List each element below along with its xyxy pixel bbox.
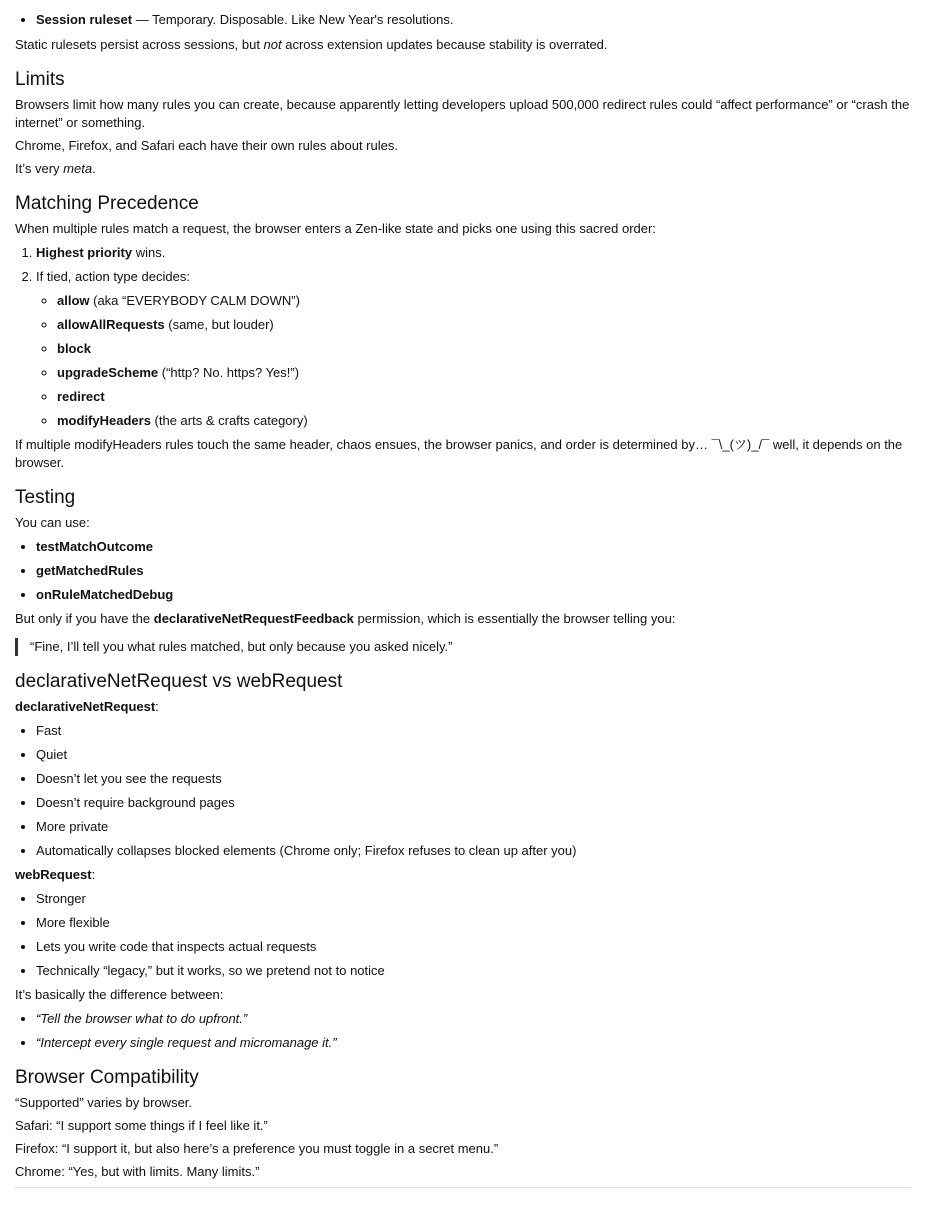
action-term: block bbox=[57, 341, 91, 356]
text-span: If tied, action type decides: bbox=[36, 269, 190, 284]
list-item bbox=[36, 586, 911, 604]
emphasis: “Intercept every single request and micromanage it.” bbox=[36, 1035, 337, 1050]
session-ruleset-desc: — Temporary. Disposable. Like New Year's resolutions. bbox=[132, 12, 454, 27]
ruleset-list bbox=[15, 11, 911, 29]
testing-quote bbox=[15, 638, 911, 656]
text-span: . bbox=[92, 161, 96, 176]
precedence-footer: If multiple modifyHeaders rules touch the same header, chaos ensues, the browser panics, and order is determined by… ¯\_(ツ)_/¯ well, it depends on the browser. bbox=[15, 437, 903, 470]
text-span: across extension updates because stability is overrated. bbox=[281, 37, 608, 52]
testing-heading: Testing bbox=[15, 487, 76, 508]
action-term: modifyHeaders bbox=[57, 413, 151, 428]
list-item: • Lets you write code that inspects actual requests bbox=[36, 938, 911, 956]
text-span: : bbox=[155, 699, 159, 714]
action-term: upgradeScheme bbox=[57, 365, 159, 380]
text-span: wins. bbox=[132, 245, 166, 260]
difference-list bbox=[15, 1010, 911, 1052]
dnr-list bbox=[15, 722, 911, 860]
list-item: • Fast bbox=[36, 722, 911, 740]
precedence-heading: Matching Precedence bbox=[15, 193, 199, 214]
wr-label-line bbox=[15, 866, 911, 884]
text-span: (same, but louder) bbox=[164, 317, 274, 332]
action-term: redirect bbox=[57, 389, 105, 404]
tool-name: testMatchOutcome bbox=[36, 539, 154, 554]
text-span: (aka “EVERYBODY CALM DOWN”) bbox=[89, 293, 300, 308]
list-item bbox=[57, 316, 911, 334]
tool-name: onRuleMatchedDebug bbox=[36, 587, 174, 602]
versus-heading: declarativeNetRequest vs webRequest bbox=[15, 671, 343, 692]
action-type-list bbox=[36, 292, 911, 430]
text-span: Static rulesets persist across sessions, but bbox=[15, 37, 264, 52]
precedence-intro: When multiple rules match a request, the browser enters a Zen-like state and picks one using this sacred order: bbox=[15, 221, 656, 236]
text-span: It’s very bbox=[15, 161, 64, 176]
list-item: • More private bbox=[36, 818, 911, 836]
list-item bbox=[36, 538, 911, 556]
list-item bbox=[57, 364, 911, 382]
list-item bbox=[36, 268, 911, 430]
compat-paragraph-1: “Supported” varies by browser. bbox=[15, 1095, 193, 1110]
dnr-label-line bbox=[15, 698, 911, 716]
action-term: allow bbox=[57, 293, 90, 308]
article-body bbox=[0, 11, 926, 1188]
list-item: • Doesn’t let you see the requests bbox=[36, 770, 911, 788]
list-item bbox=[57, 292, 911, 310]
list-item bbox=[36, 1010, 911, 1028]
text-span: : bbox=[91, 867, 96, 882]
list-item bbox=[57, 412, 911, 430]
list-item: • More flexible bbox=[36, 914, 911, 932]
emphasis: not bbox=[263, 37, 282, 52]
text-span: (“http? No. https? Yes!”) bbox=[158, 365, 300, 380]
dnr-label: declarativeNetRequest bbox=[15, 699, 156, 714]
session-ruleset-term: Session ruleset bbox=[36, 12, 133, 27]
compat-paragraph-2: Safari: “I support some things if I feel like it.” bbox=[15, 1118, 268, 1133]
list-item bbox=[36, 244, 911, 262]
section-divider bbox=[15, 1187, 911, 1188]
testing-permission-paragraph bbox=[15, 610, 911, 628]
text-span: But only if you have the bbox=[15, 611, 154, 626]
list-item bbox=[57, 388, 911, 406]
testing-intro: You can use: bbox=[15, 515, 90, 530]
emphasis: “Tell the browser what to do upfront.” bbox=[36, 1011, 248, 1026]
list-item: • Quiet bbox=[36, 746, 911, 764]
list-item bbox=[36, 11, 911, 29]
limits-paragraph-3 bbox=[15, 160, 911, 178]
limits-paragraph-1: Browsers limit how many rules you can create, because apparently letting developers upload 500,000 redirect rules could “affect performance” or “crash the internet” or something. bbox=[15, 97, 910, 130]
list-item: • Automatically collapses blocked elements (Chrome only; Firefox refuses to clean up after you) bbox=[36, 842, 911, 860]
tool-name: getMatchedRules bbox=[36, 563, 144, 578]
emphasis: meta bbox=[63, 161, 93, 176]
highest-priority-term: Highest priority bbox=[36, 245, 133, 260]
limits-heading: Limits bbox=[15, 69, 65, 90]
compat-heading: Browser Compatibility bbox=[15, 1067, 199, 1088]
list-item bbox=[36, 562, 911, 580]
testing-tools-list bbox=[15, 538, 911, 604]
wr-list bbox=[15, 890, 911, 980]
action-term: allowAllRequests bbox=[57, 317, 165, 332]
text-span: (the arts & crafts category) bbox=[150, 413, 308, 428]
text-span: permission, which is essentially the browser telling you: bbox=[353, 611, 676, 626]
static-ruleset-paragraph bbox=[15, 36, 911, 54]
list-item bbox=[36, 1034, 911, 1052]
list-item: • Doesn’t require background pages bbox=[36, 794, 911, 812]
precedence-order-list bbox=[15, 244, 911, 430]
permission-term: declarativeNetRequestFeedback bbox=[153, 611, 354, 626]
compat-paragraph-3: Firefox: “I support it, but also here’s a preference you must toggle in a secret menu.” bbox=[15, 1141, 499, 1156]
compat-paragraph-4: Chrome: “Yes, but with limits. Many limits.” bbox=[15, 1164, 260, 1179]
wr-label: webRequest bbox=[15, 867, 92, 882]
list-item: • Technically “legacy,” but it works, so we pretend not to notice bbox=[36, 962, 911, 980]
limits-paragraph-2: Chrome, Firefox, and Safari each have their own rules about rules. bbox=[15, 138, 398, 153]
list-item: • Stronger bbox=[36, 890, 911, 908]
difference-intro: It’s basically the difference between: bbox=[15, 987, 224, 1002]
list-item bbox=[57, 340, 911, 358]
quote-text: “Fine, I’ll tell you what rules matched, but only because you asked nicely.” bbox=[30, 639, 453, 654]
